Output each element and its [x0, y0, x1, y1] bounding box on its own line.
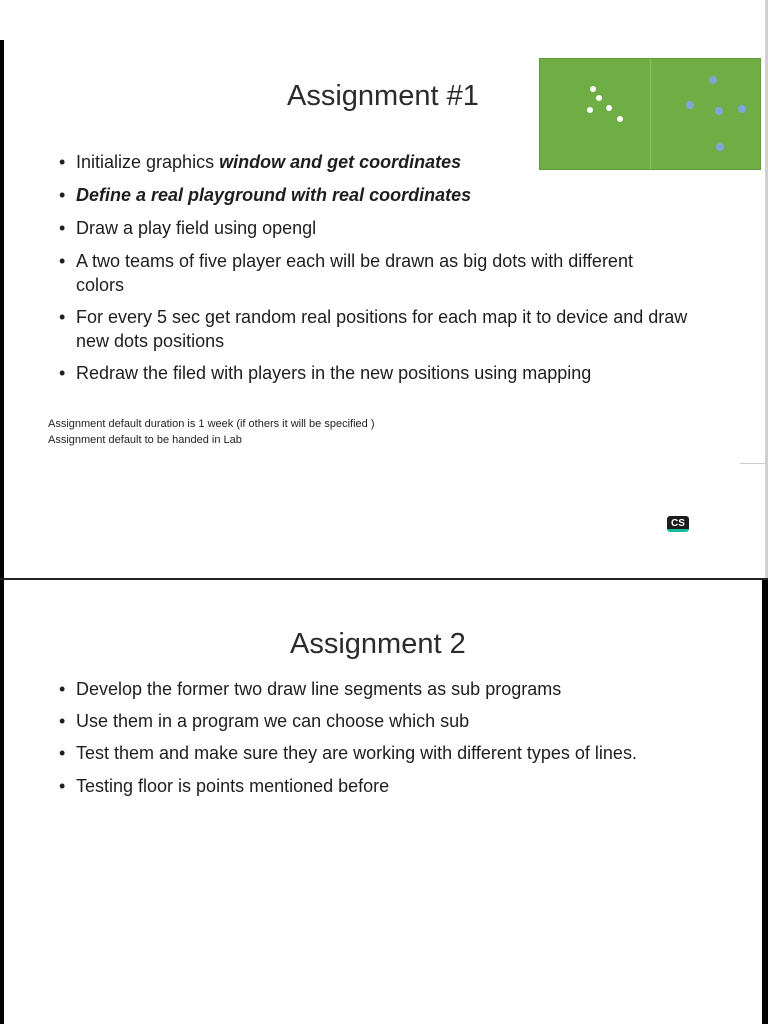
- bullet-item: • Develop the former two draw line segments as sub programs: [59, 677, 679, 701]
- slide-2: [0, 580, 768, 1024]
- bullet-item: • Redraw the filed with players in the new positions using mapping: [59, 361, 699, 385]
- player-dot: [587, 107, 593, 113]
- bullet-item: • A two teams of five player each will be drawn as big dots with different colors: [59, 249, 666, 297]
- edge-mark: [740, 463, 768, 464]
- bullet-item: • For every 5 sec get random real positions for each map it to device and draw new dots positions: [59, 305, 696, 353]
- left-edge: [0, 580, 4, 1024]
- bullet-item: • Initialize graphics window and get coordinates: [59, 150, 699, 174]
- bullet-item: • Test them and make sure they are working with different types of lines.: [59, 741, 679, 765]
- player-dot: [686, 101, 694, 109]
- player-dot: [596, 95, 602, 101]
- assignment-notes: [48, 416, 375, 448]
- left-edge: [0, 40, 4, 580]
- note-duration: Assignment default duration is 1 week (if others it will be specified ): [48, 418, 375, 430]
- bullet-item: • Testing floor is points mentioned before: [59, 774, 679, 798]
- bullet-item: • Define a real playground with real coordinates: [59, 183, 699, 207]
- slide-2-bullets: [59, 677, 679, 798]
- slide-2-title: Assignment 2: [290, 628, 466, 660]
- player-dot: [715, 107, 723, 115]
- slide-1-bullets: [59, 150, 699, 385]
- slide-1-title: Assignment #1: [287, 80, 479, 112]
- player-dot: [606, 105, 612, 111]
- bullet-item: • Use them in a program we can choose which sub: [59, 709, 679, 733]
- player-dot: [617, 116, 623, 122]
- note-handin: Assignment default to be handed in Lab: [48, 434, 242, 446]
- right-edge: [762, 580, 768, 1024]
- player-dot: [738, 105, 746, 113]
- bullet-item: • Draw a play field using opengl: [59, 216, 699, 240]
- player-dot: [590, 86, 596, 92]
- camscanner-logo: CS: [667, 516, 689, 532]
- player-dot: [716, 143, 724, 151]
- player-dot: [709, 76, 717, 84]
